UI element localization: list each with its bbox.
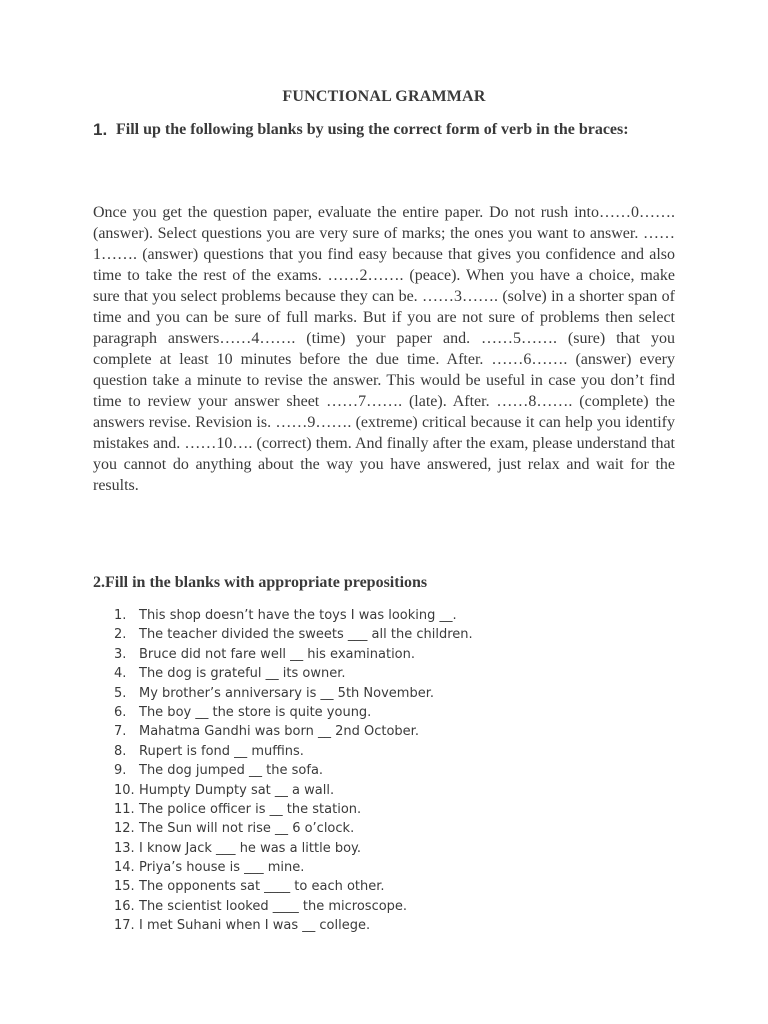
list-item-number: 12. xyxy=(114,821,135,837)
list-item xyxy=(114,800,674,819)
list-item-number: 17. xyxy=(114,918,135,934)
verb-exercise-paragraph: Once you get the question paper, evaluate the entire paper. Do not rush into……0……. (answer). Select questions you are very sure of marks; the ones you want to answer. ……1……. (answer) questions that you find easy because that gives you confidence and also time to take the rest of the exams. ……2……. (peace). When you have a choice, make sure that you select problems because they can be. ……3……. (solve) in a shorter span of time and you can be sure of full marks. But if you are not sure of problems then select paragraph answers……4……. (time) your paper and. ……5……. (sure) that you complete at least 10 minutes before the due time. After. ……6……. (answer) every question take a minute to revise the answer. This would be useful in case you don’t find time to review your answer sheet ……7……. (late). After. ……8……. (complete) the answers revise. Revision is. ……9……. (extreme) critical because it can help you identify mistakes and. ……10…. (correct) them. And finally after the exam, please understand that you cannot do anything about the way you have answered, just relax and wait for the results. xyxy=(93,204,675,494)
list-item-text: The opponents sat ____ to each other. xyxy=(139,879,385,895)
question-2-heading: 2.Fill in the blanks with appropriate prepositions xyxy=(93,574,428,591)
list-item-text: This shop doesn’t have the toys I was looking __. xyxy=(139,608,457,623)
list-item-number: 9. xyxy=(114,763,127,779)
list-item-number: 7. xyxy=(114,724,127,740)
list-item-number: 4. xyxy=(114,666,127,682)
list-item-text: I know Jack ___ he was a little boy. xyxy=(139,840,362,856)
list-item xyxy=(114,742,674,761)
list-item-text: Priya’s house is ___ mine. xyxy=(139,860,305,876)
list-item xyxy=(114,625,674,644)
list-item xyxy=(114,703,674,722)
list-item xyxy=(114,877,674,896)
list-item xyxy=(114,916,674,935)
list-item xyxy=(114,858,674,877)
list-item-text: Humpty Dumpty sat __ a wall. xyxy=(139,782,335,798)
list-item-number: 2. xyxy=(114,627,127,643)
list-item xyxy=(114,897,674,916)
question-1-text: Fill up the following blanks by using the correct form of verb in the braces: xyxy=(116,121,629,138)
list-item-text: The teacher divided the sweets ___ all the children. xyxy=(139,627,473,643)
list-item-number: 1. xyxy=(114,608,127,623)
list-item-text: I met Suhani when I was __ college. xyxy=(139,918,371,934)
list-item-number: 13. xyxy=(114,840,135,856)
page-title: FUNCTIONAL GRAMMAR xyxy=(282,88,486,105)
list-item-number: 8. xyxy=(114,743,127,759)
list-item xyxy=(114,781,674,800)
list-item-text: The dog jumped __ the sofa. xyxy=(139,763,324,779)
list-item xyxy=(114,684,674,703)
list-item-text: The boy __ the store is quite young. xyxy=(139,704,372,720)
list-item-text: My brother’s anniversary is __ 5th November. xyxy=(139,685,434,701)
list-item-number: 16. xyxy=(114,898,135,914)
list-item-text: The police officer is __ the station. xyxy=(139,801,362,817)
list-item-text: Bruce did not fare well __ his examination. xyxy=(139,646,416,662)
list-item xyxy=(114,645,674,664)
list-item-number: 6. xyxy=(114,704,127,720)
list-item xyxy=(114,819,674,838)
list-item-text: The dog is grateful __ its owner. xyxy=(139,666,346,682)
list-item xyxy=(114,664,674,683)
list-item-text: The scientist looked ____ the microscope. xyxy=(139,898,408,914)
list-item-text: Rupert is fond __ muffins. xyxy=(139,743,304,759)
list-item xyxy=(114,839,674,858)
list-item-number: 5. xyxy=(114,685,127,701)
prepositions-list xyxy=(114,606,674,936)
question-1-number: 1. xyxy=(93,120,108,139)
list-item-text: The Sun will not rise __ 6 o’clock. xyxy=(139,821,355,837)
list-item-number: 11. xyxy=(114,801,135,817)
list-item-number: 3. xyxy=(114,646,127,662)
list-item-number: 14. xyxy=(114,860,135,876)
list-item-number: 15. xyxy=(114,879,135,895)
question-1-instruction xyxy=(93,119,675,140)
list-item-text: Mahatma Gandhi was born __ 2nd October. xyxy=(139,724,419,740)
list-item xyxy=(114,606,674,625)
list-item xyxy=(114,722,674,741)
list-item xyxy=(114,761,674,780)
list-item-number: 10. xyxy=(114,782,135,798)
